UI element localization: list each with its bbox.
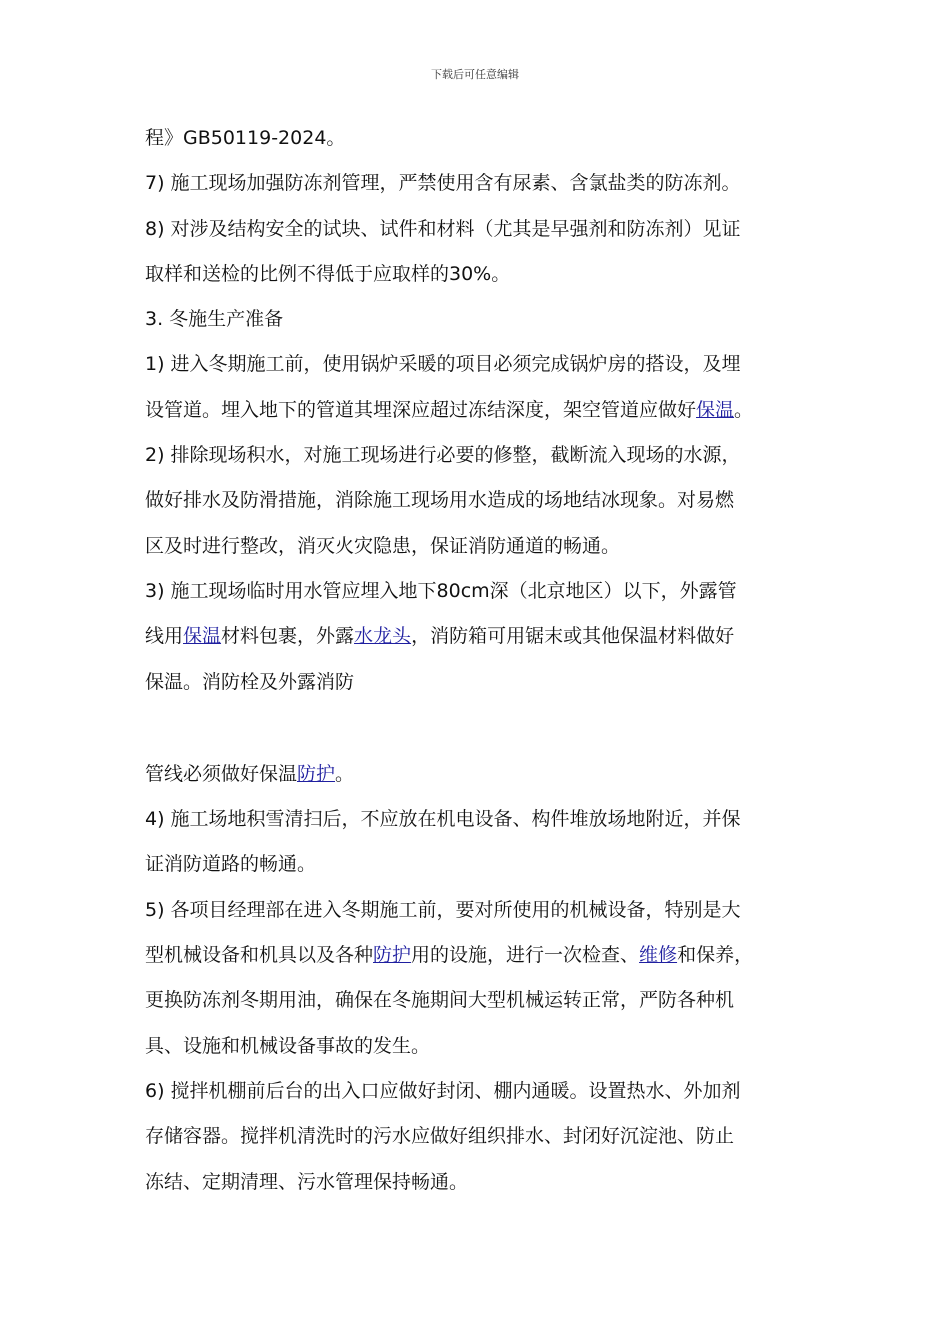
text-span: 和保养， xyxy=(677,944,754,967)
text-line: 程》GB50119-2024。 xyxy=(145,127,346,149)
document-body xyxy=(145,116,825,1205)
text-line: 6) 搅拌机棚前后台的出入口应做好封闭、棚内通暖。设置热水、外加剂 xyxy=(145,1079,741,1102)
text-span: 用的设施，进行一次检查、 xyxy=(411,944,640,967)
text-line xyxy=(145,388,825,433)
text-line xyxy=(145,933,825,978)
text-line: 8) 对涉及结构安全的试块、试件和材料（尤其是早强剂和防冻剂）见证 xyxy=(145,217,741,240)
text-line: 7) 施工现场加强防冻剂管理，严禁使用含有尿素、含氯盐类的防冻剂。 xyxy=(145,172,741,195)
page-header: 下载后可任意编辑 xyxy=(431,68,519,81)
text-line: 冻结、定期清理、污水管理保持畅通。 xyxy=(145,1170,469,1193)
text-line: 2) 排除现场积水，对施工现场进行必要的修整，截断流入现场的水源， xyxy=(145,444,741,467)
text-span: 管线必须做好保温 xyxy=(145,762,298,785)
text-line: 证消防道路的畅通。 xyxy=(145,853,317,876)
text-line: 更换防冻剂冬期用油，确保在冬施期间大型机械运转正常，严防各种机 xyxy=(145,989,735,1012)
paragraph-gap xyxy=(145,705,825,752)
link-baowen[interactable]: 保温 xyxy=(183,625,222,648)
link-baowen[interactable]: 保温 xyxy=(696,398,735,421)
link-shuilongtou[interactable]: 水龙头 xyxy=(354,625,412,648)
link-fanghu[interactable]: 防护 xyxy=(297,762,336,785)
text-line: 做好排水及防滑措施，消除施工现场用水造成的场地结冰现象。对易燃 xyxy=(145,489,735,512)
section-heading: 3. 冬施生产准备 xyxy=(145,308,284,331)
text-line: 4) 施工场地积雪清扫后，不应放在机电设备、构件堆放场地附近，并保 xyxy=(145,808,741,831)
link-fanghu[interactable]: 防护 xyxy=(373,944,412,967)
text-span: 线用 xyxy=(145,625,184,648)
text-line: 区及时进行整改，消灭火灾隐患，保证消防通道的畅通。 xyxy=(145,534,621,557)
text-span: 型机械设备和机具以及各种 xyxy=(145,944,374,967)
text-line: 5) 各项目经理部在进入冬期施工前，要对所使用的机械设备，特别是大 xyxy=(145,898,741,921)
text-span: ，消防箱可用锯末或其他保温材料做好 xyxy=(411,625,735,648)
text-line xyxy=(145,614,825,659)
text-line: 具、设施和机械设备事故的发生。 xyxy=(145,1034,431,1057)
text-line: 1) 进入冬期施工前，使用锅炉采暖的项目必须完成锅炉房的搭设，及埋 xyxy=(145,353,741,376)
text-span: 设管道。埋入地下的管道其埋深应超过冻结深度，架空管道应做好 xyxy=(145,398,697,421)
text-span: 。 xyxy=(734,398,754,421)
text-line: 保温。消防栓及外露消防 xyxy=(145,670,355,693)
text-line: 3) 施工现场临时用水管应埋入地下80cm深（北京地区）以下，外露管 xyxy=(145,579,737,602)
text-span: 材料包裹，外露 xyxy=(221,625,355,648)
text-line: 存储容器。搅拌机清洗时的污水应做好组织排水、封闭好沉淀池、防止 xyxy=(145,1125,735,1148)
text-line xyxy=(145,752,825,797)
text-line: 取样和送检的比例不得低于应取样的30%。 xyxy=(145,262,511,285)
text-span: 。 xyxy=(335,762,355,785)
link-weixiu[interactable]: 维修 xyxy=(639,944,678,967)
